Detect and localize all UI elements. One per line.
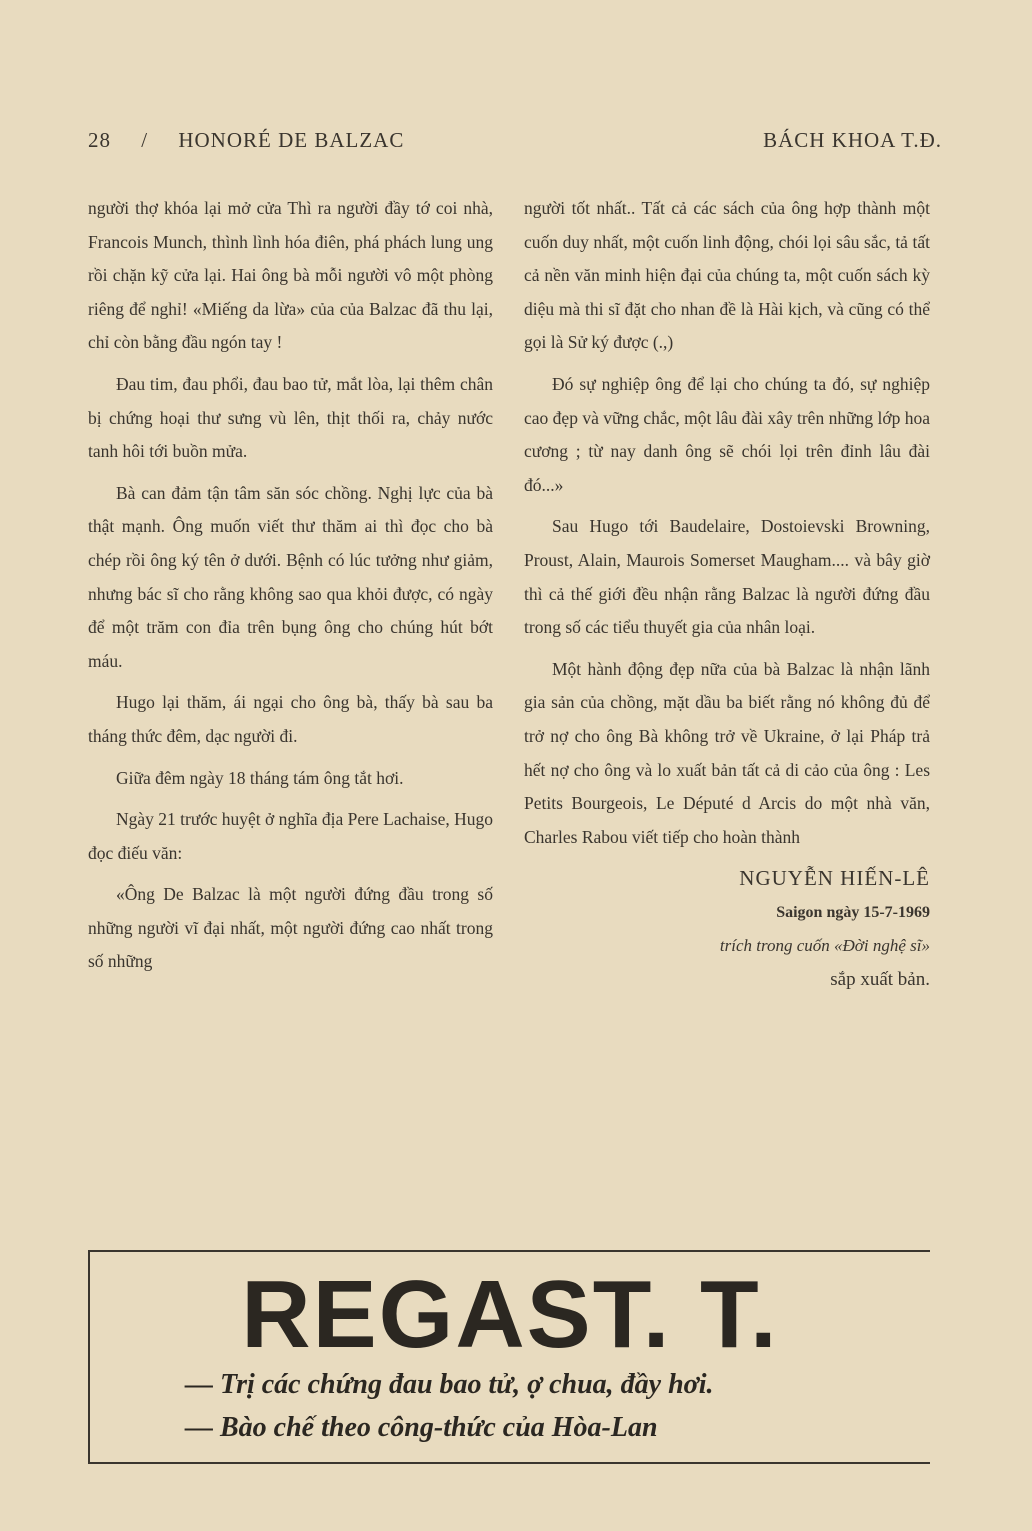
signature-status: sắp xuất bản. — [830, 969, 930, 991]
running-title-author: HONORÉ DE BALZAC — [178, 128, 405, 152]
ad-title: REGAST. T. — [241, 1261, 779, 1368]
paragraph: người thợ khóa lại mở cửa Thì ra người đầy tớ coi nhà, Francois Munch, thình lình hóa điên, phá phách lung ung rồi chặn kỹ cửa lại. Hai ông bà mỗi người vô một phòng riêng để nghỉ! «Miếng da lừa» của của Balzac đã thu lại, chỉ còn bằng đầu ngón tay ! — [88, 198, 493, 353]
advertisement-box — [88, 1250, 930, 1464]
paragraph: Ngày 21 trước huyệt ở nghĩa địa Pere Lachaise, Hugo đọc điếu văn: — [88, 809, 493, 863]
signature-date: Saigon ngày 15-7-1969 — [776, 903, 930, 921]
right-column — [524, 192, 930, 997]
paragraph: Một hành động đẹp nữa của bà Balzac là nhận lãnh gia sản của chồng, mặt dầu ba biết rằng nó không đủ để trở nợ cho ông Bà không trở về Ukraine, ở lại Pháp trả hết nợ cho ông và lo xuất bản tất cả di cảo của ông : Les Petits Bourgeois, Le Député d Arcis do một nhà văn, Charles Rabou viết tiếp cho hoàn thành — [524, 658, 930, 847]
page-number: 28 — [88, 128, 111, 152]
ad-line: — Bào chế theo công-thức của Hòa-Lan — [185, 1412, 658, 1443]
paragraph: Bà can đảm tận tâm săn sóc chồng. Nghị lực của bà thật mạnh. Ông muốn viết thư thăm ai thì đọc cho bà chép rồi ông ký tên ở dưới. Bệnh có lúc tưởng như giảm, nhưng bác sĩ cho rằng không sao qua khỏi được, có ngày để một trăm con đỉa trên bụng ông cho chúng hút bớt máu. — [88, 482, 493, 671]
paragraph: «Ông De Balzac là một người đứng đầu trong số những người vĩ đại nhất, một người đứng cao nhất trong số những — [88, 884, 493, 972]
page-header — [88, 128, 942, 158]
header-left — [88, 128, 404, 153]
paragraph: Đau tim, đau phổi, đau bao tử, mắt lòa, lại thêm chân bị chứng hoại thư sưng vù lên, thịt thối ra, chảy nước tanh hôi tới buồn mửa. — [88, 373, 493, 462]
paragraph: Sau Hugo tới Baudelaire, Dostoievski Browning, Proust, Alain, Maurois Somerset Maugham.... và bây giờ thì cả thế giới đều nhận rằng Balzac là người đứng đầu trong số các tiểu thuyết gia của nhân loại. — [524, 516, 930, 638]
paragraph: Đó sự nghiệp ông để lại cho chúng ta đó, sự nghiệp cao đẹp và vững chắc, một lâu đài xây trên những lớp hoa cương ; từ nay danh ông sẽ chói lọi trên đỉnh lâu đài đó...» — [524, 373, 930, 495]
author-signature: NGUYỄN HIẾN-LÊ — [739, 866, 930, 891]
signature-source: trích trong cuốn «Đời nghệ sĩ» — [719, 936, 930, 956]
paragraph: Hugo lại thăm, ái ngại cho ông bà, thấy bà sau ba tháng thức đêm, dạc người đi. — [88, 692, 493, 746]
header-separator: / — [141, 128, 149, 152]
paragraph: người tốt nhất.. Tất cả các sách của ông hợp thành một cuốn duy nhất, một cuốn linh động, chói lọi sâu sắc, tả tất cả nền văn minh hiện đại của chúng ta, một cuốn sách kỳ diệu mà thi sĩ đặt cho nhan đề là Hài kịch, và cũng có thể gọi là Sử ký được (.,) — [524, 198, 930, 353]
ad-line: — Trị các chứng đau bao tử, ợ chua, đầy hơi. — [185, 1369, 714, 1400]
paragraph: Giữa đêm ngày 18 tháng tám ông tắt hơi. — [116, 767, 404, 788]
signature-block — [524, 862, 930, 996]
left-column — [88, 192, 493, 987]
running-title-publication: BÁCH KHOA T.Đ. — [763, 128, 942, 152]
